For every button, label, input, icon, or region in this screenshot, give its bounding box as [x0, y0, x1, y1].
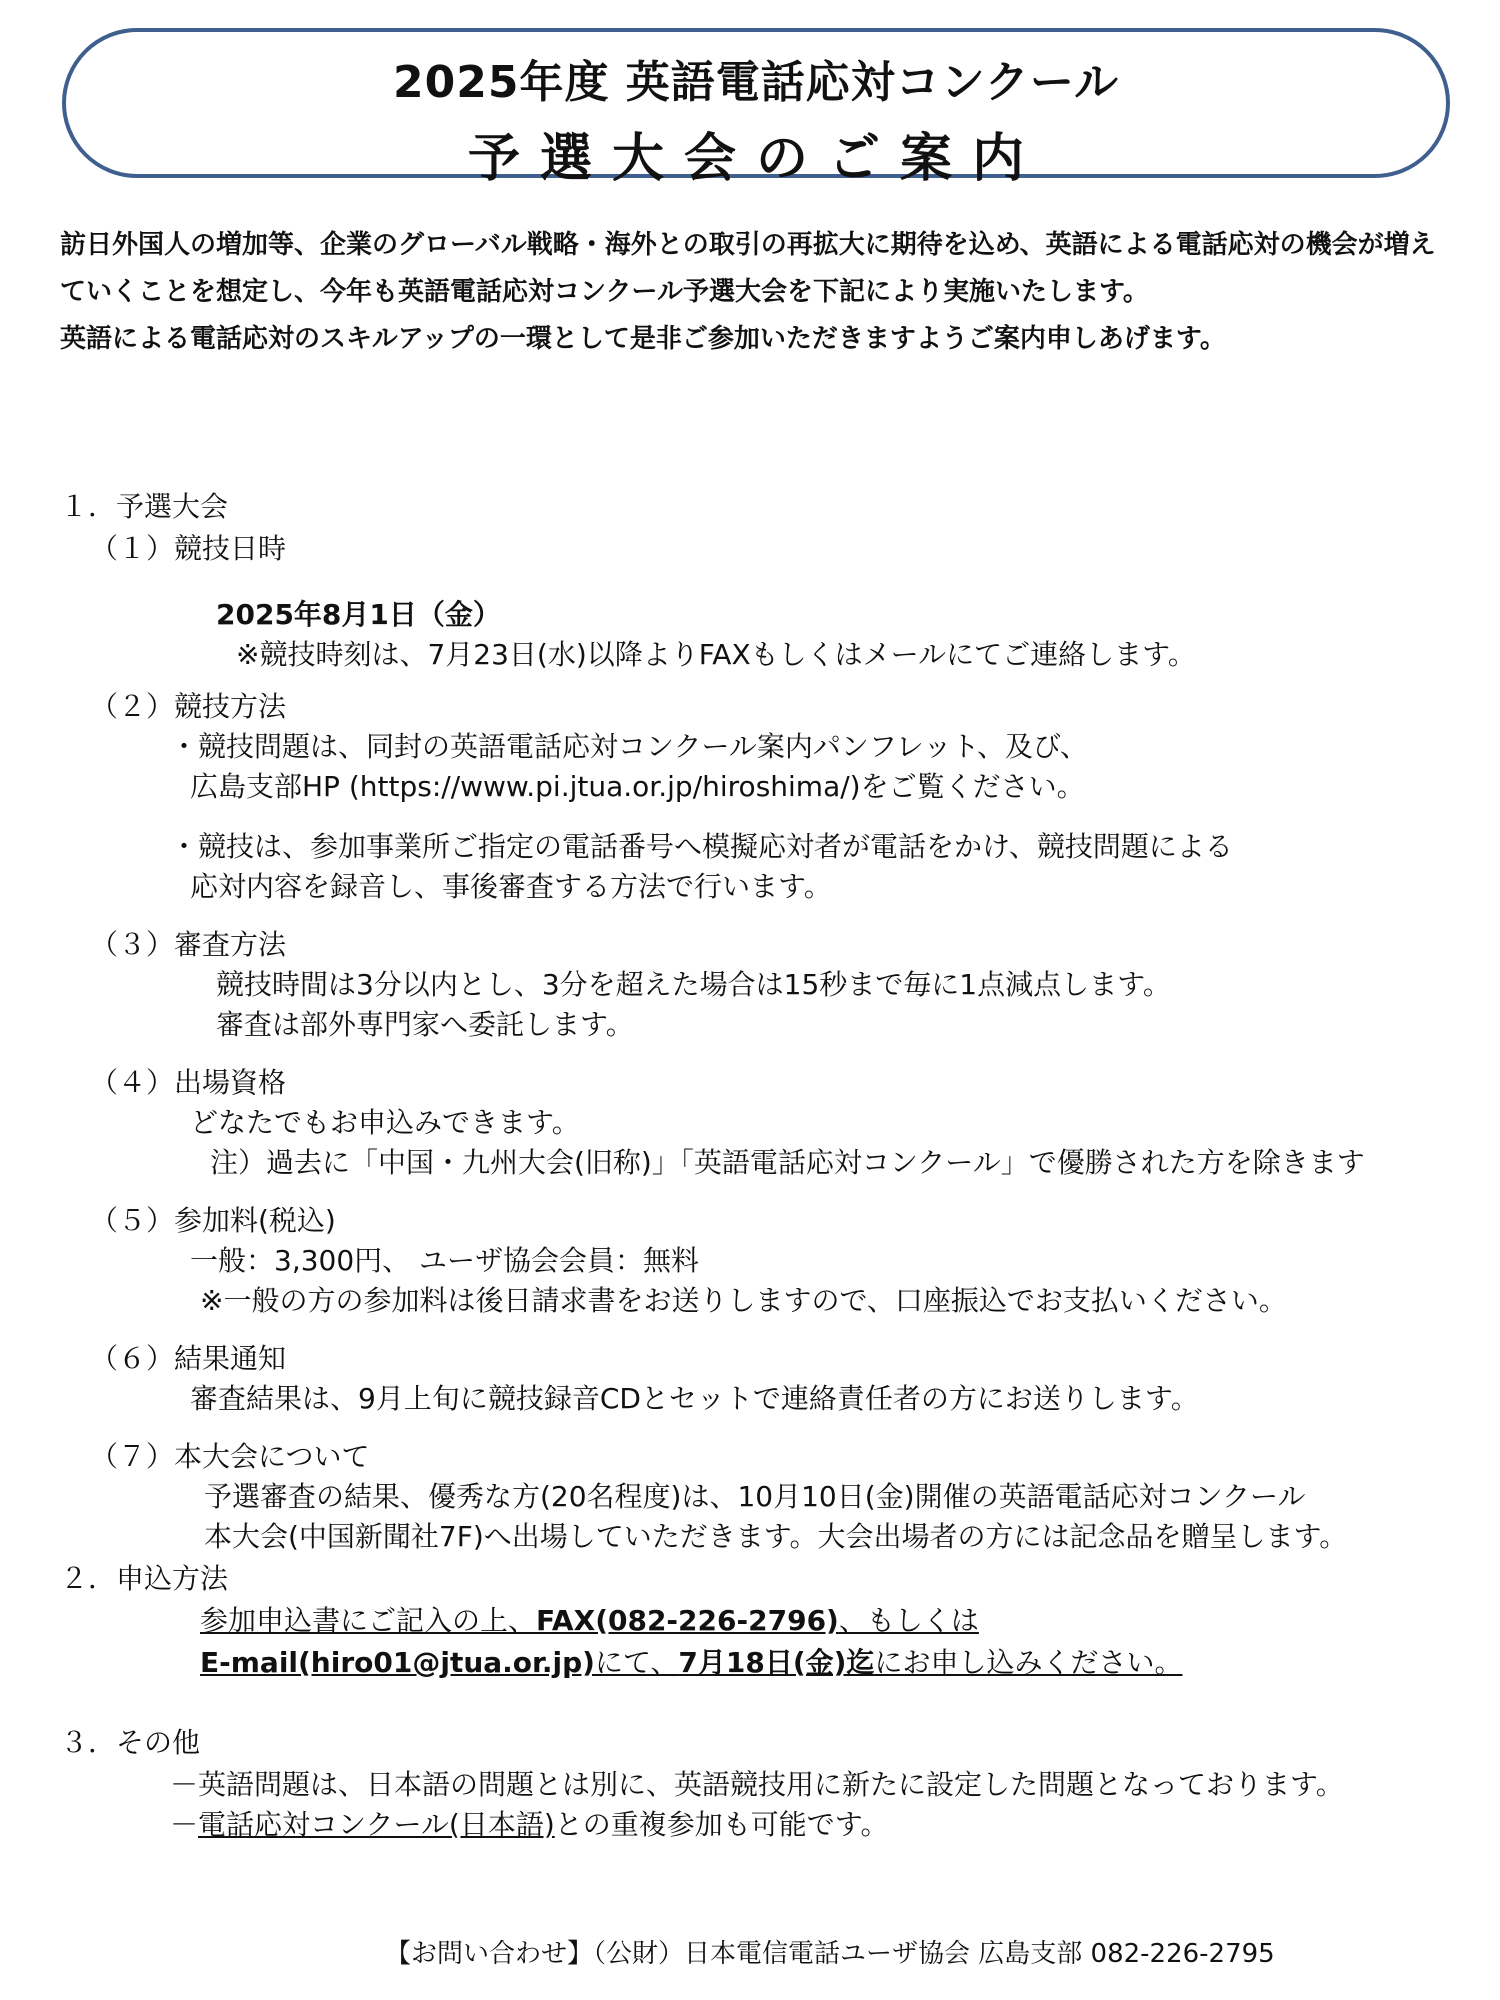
s7-line1: 予選審査の結果、優秀な方(20名程度)は、10月10日(金)開催の英語電話応対コンクール — [204, 1480, 1306, 1513]
s2-bullet2-line1: ・競技は、参加事業所ご指定の電話番号へ模擬応対者が電話をかけ、競技問題による — [170, 830, 1233, 863]
s1-heading: （１）競技日時 — [90, 532, 287, 565]
s4-line2: 注）過去に「中国・九州大会(旧称)」「英語電話応対コンクール」で優勝された方を除きます — [210, 1146, 1365, 1179]
contact-footer: 【お問い合わせ】（公財）日本電信電話ユーザ協会 広島支部 082-226-2795 — [385, 1939, 1275, 1969]
application-closing-text: にお申し込みください。 — [874, 1646, 1183, 1679]
page-title: 予選大会のご案内 — [467, 129, 1044, 189]
s5-line1: 一般：3,300円、 ユーザ協会会員：無料 — [190, 1244, 700, 1277]
email-address: E-mail(hiro01@jtua.or.jp) — [200, 1646, 595, 1679]
s3-line1: 競技時間は3分以内とし、3分を超えた場合は15秒まで毎に1点減点します。 — [216, 968, 1171, 1001]
s3-line2: 審査は部外専門家へ委託します。 — [216, 1008, 634, 1041]
s4-line1: どなたでもお申込みできます。 — [190, 1106, 580, 1139]
s7-heading: （７）本大会について — [90, 1440, 370, 1473]
s5-heading: （５）参加料(税込) — [90, 1204, 336, 1237]
application-via-text: にて、 — [594, 1646, 679, 1679]
title-line1: 2025年度 英語電話応対コンクール — [392, 57, 1120, 108]
s6-line1: 審査結果は、9月上旬に競技録音CDとセットで連絡責任者の方にお送りします。 — [190, 1382, 1199, 1415]
title-frame — [62, 28, 1450, 189]
competition-date: 2025年8月1日（金） — [216, 598, 501, 631]
s2-bullet1-line2: 広島支部HP (https://www.pi.jtua.or.jp/hiroshima/)をご覧ください。 — [190, 770, 1085, 803]
intro-paragraph-1: 訪日外国人の増加等、企業のグローバル戦略・海外との取引の再拡大に期待を込め、英語による電話応対の機会が増えていくことを想定し、今年も英語電話応対コンクール予選大会を下記により実施いたします。 — [60, 230, 1436, 307]
s3-other-line2 — [170, 1803, 889, 1843]
s6-heading: （６）結果通知 — [90, 1342, 287, 1375]
s2-bullet1-line1: ・競技問題は、同封の英語電話応対コンクール案内パンフレット、及び、 — [170, 730, 1088, 763]
time-note: ※競技時刻は、7月23日(水)以降よりFAXもしくはメールにてご連絡します。 — [236, 638, 1196, 671]
fax-number: FAX(082-226-2796) — [536, 1604, 839, 1637]
s3-heading: （３）審査方法 — [90, 928, 287, 961]
japanese-contest-link: 電話応対コンクール(日本語) — [198, 1808, 555, 1841]
duplicate-entry-text: との重複参加も可能です。 — [554, 1808, 889, 1841]
s4-heading: （４）出場資格 — [90, 1066, 287, 1099]
dash: － — [170, 1808, 199, 1841]
deadline-date: 7月18日(金)迄 — [678, 1646, 875, 1679]
section3-heading: ３．その他 — [60, 1726, 201, 1759]
s2-bullet2-line2: 応対内容を録音し、事後審査する方法で行います。 — [190, 870, 832, 903]
s7-line2: 本大会(中国新聞社7F)へ出場していただきます。大会出場者の方には記念品を贈呈します。 — [204, 1520, 1348, 1553]
application-line1 — [200, 1599, 979, 1639]
application-form-text: 参加申込書にご記入の上、 — [200, 1604, 537, 1637]
s3-other-line1: －英語問題は、日本語の問題とは別に、英語競技用に新たに設定した問題となっております。 — [170, 1768, 1344, 1801]
s5-line2: ※一般の方の参加料は後日請求書をお送りしますので、口座振込でお支払いください。 — [200, 1284, 1287, 1317]
application-line2 — [200, 1641, 1182, 1681]
s2-heading: （２）競技方法 — [90, 690, 287, 723]
section1-heading: １．予選大会 — [60, 490, 229, 523]
application-or-text: 、もしくは — [838, 1604, 979, 1637]
intro-text — [60, 222, 1460, 363]
section2-heading: ２．申込方法 — [60, 1562, 229, 1595]
intro-paragraph-2: 英語による電話応対のスキルアップの一環として是非ご参加いただきますようご案内申しあげます。 — [60, 324, 1226, 354]
